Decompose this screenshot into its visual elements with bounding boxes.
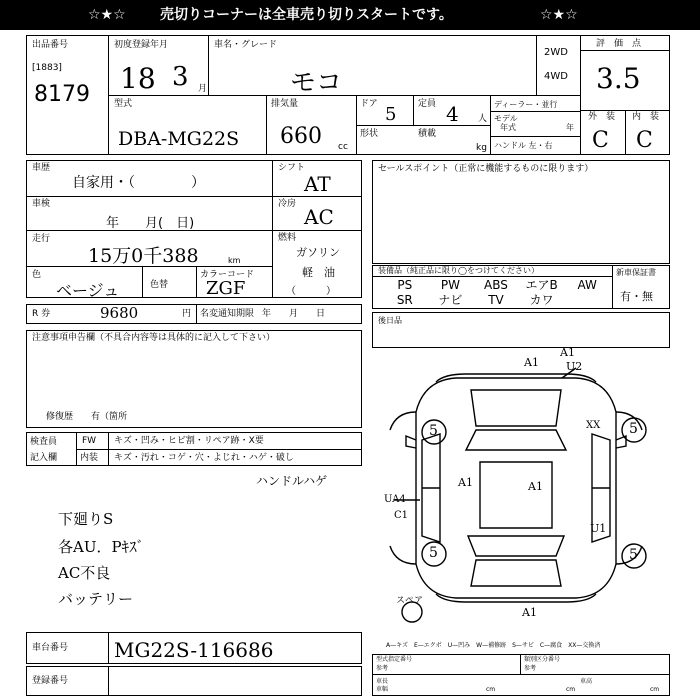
person-unit: 人	[478, 114, 488, 124]
mark-side-left: UA4	[384, 494, 406, 505]
model-year-label2: 年式	[500, 123, 516, 132]
interior-items: キズ・汚れ・コゲ・穴・よじれ・ハゲ・破し	[114, 453, 294, 463]
mark-xx: XX	[586, 420, 601, 431]
mark-top-3: U2	[566, 360, 583, 373]
history-label: 車歴	[32, 163, 51, 173]
car-name: モコ	[290, 68, 343, 98]
drive-4wd: 4WD	[544, 71, 568, 82]
color-label: 色	[32, 270, 42, 280]
mark-top-1: A1	[524, 356, 539, 369]
fw-items: キズ・凹み・ヒビ割・リペア跡・X要	[114, 436, 264, 446]
equipment-item-row1-2: ABS	[484, 278, 508, 292]
kg-unit: kg	[476, 143, 487, 153]
model-year-label1: モデル	[494, 114, 518, 123]
equipment-item-row2-1: ナビ	[438, 293, 463, 307]
mark-mid-left: A1	[458, 476, 473, 489]
banner-stars-left: ☆★☆	[88, 7, 126, 23]
mark-top-2: A1	[560, 346, 575, 359]
yen-unit: 円	[182, 309, 192, 319]
dim-label-3: 車高	[580, 678, 593, 685]
equipment-item-row2-0: SR	[396, 293, 413, 307]
warranty-label: 新車保証書	[616, 268, 656, 277]
fw-label: FW	[82, 436, 97, 446]
first-reg-year: 18	[120, 62, 156, 95]
entry-label: 記入欄	[30, 453, 58, 463]
notes-label: 注意事項申告欄（不具合内容等は具体的に記入して下さい）	[32, 333, 276, 343]
dim-cm-1: cm	[486, 686, 496, 693]
shift-value: AT	[304, 172, 331, 196]
equipment-row-2	[382, 293, 610, 307]
cc-unit: cc	[338, 142, 348, 152]
equipment-item-row1-4: AW	[577, 278, 597, 292]
dim-cm-3: cm	[650, 686, 660, 693]
mark-bottom: A1	[522, 606, 537, 619]
shape-label: 形状	[360, 129, 379, 139]
score-label: 評 価 点	[596, 39, 642, 49]
inspection-label: 車検	[32, 199, 51, 209]
color-code-label: カラーコード	[200, 270, 255, 280]
fuel-gas: ガソリン	[296, 246, 340, 259]
banner	[0, 0, 700, 30]
doors: 5	[385, 104, 397, 125]
ac-label: 冷房	[278, 199, 297, 209]
ticket-label: R 券	[32, 309, 51, 319]
handle-note: ハンドルハゲ	[256, 474, 328, 488]
equipment-item-row2-3: カワ	[529, 293, 554, 307]
aftermarket-label: 後日品	[378, 316, 402, 325]
model-label: 型式	[114, 99, 133, 109]
exterior-label: 外 装	[588, 112, 616, 122]
sales-section	[372, 160, 670, 264]
chassis-value: MG22S-116686	[114, 638, 274, 662]
form-label-4: 参考	[524, 665, 537, 672]
displacement-label: 排気量	[271, 99, 299, 109]
shift-label: シフト	[278, 163, 306, 173]
color-change-label: 色替	[150, 280, 169, 290]
note-line-1: 下廻りS	[58, 510, 114, 528]
lot-label: 出品番号	[32, 40, 69, 50]
history-value: 自家用・（ ）	[72, 175, 205, 191]
km-unit: km	[228, 256, 241, 265]
first-reg-month: 3	[172, 62, 189, 92]
fuel-paren: （ ）	[286, 286, 336, 297]
note-line-2: 各AU．Pｷｽﾞ	[58, 538, 145, 556]
date-text: 年 月 日	[262, 309, 326, 319]
inspector-label: 検査員	[30, 437, 58, 447]
ac-value: AC	[304, 205, 334, 229]
month-unit: 月	[198, 84, 208, 94]
color-code: ZGF	[206, 278, 246, 299]
car-diagram	[376, 350, 672, 630]
model-value: DBA-MG22S	[118, 128, 240, 150]
banner-stars-right: ☆★☆	[540, 7, 578, 23]
equipment-item-row1-3: エアB	[525, 278, 558, 292]
note-line-4: バッテリー	[58, 590, 134, 608]
capacity-label: 定員	[418, 99, 437, 109]
dealer-label: ディーラー・並行	[494, 100, 558, 109]
mileage-label: 走行	[32, 234, 51, 244]
score: 3.5	[596, 62, 641, 95]
mark-side-right: U1	[590, 522, 607, 535]
doors-label: ドア	[360, 99, 378, 109]
sales-label: セールスポイント（正常に機能するものに限ります）	[378, 164, 594, 174]
ticket-value: 9680	[100, 304, 139, 322]
interior-label: 内 装	[632, 112, 660, 122]
displacement: 660	[280, 124, 322, 149]
spare-label: スペア	[396, 596, 424, 606]
note-line-3: AC不良	[58, 564, 111, 582]
lot-code: [1883]	[32, 63, 62, 73]
form-label-3: 参考	[376, 665, 389, 672]
inspection-text: 年 月( 日)	[106, 216, 195, 231]
drive-2wd: 2WD	[544, 47, 568, 58]
dim-label-1: 車長	[376, 678, 389, 685]
payload-label: 積載	[418, 129, 437, 139]
equipment-item-row1-1: PW	[440, 278, 460, 292]
form-box	[372, 654, 670, 696]
lot-number: 8179	[34, 82, 90, 107]
mark-mid-center: A1	[528, 480, 543, 493]
registration-label: 登録番号	[32, 676, 69, 686]
interior-grade: C	[636, 128, 653, 153]
car-name-label: 車名・グレード	[214, 40, 278, 50]
exterior-grade: C	[592, 128, 609, 153]
first-reg-label: 初度登録年月	[114, 40, 169, 50]
color-value: ベージュ	[56, 281, 120, 300]
interior-entry-label: 内装	[80, 453, 99, 463]
repair-label: 修復歴 有（箇所	[46, 412, 128, 422]
year-unit: 年	[566, 123, 574, 132]
fuel-label: 燃料	[278, 233, 297, 243]
aftermarket-section	[372, 312, 670, 348]
equipment-row-1	[382, 278, 610, 292]
equipment-label: 装備品（純正品に限り◯をつけてください）	[378, 266, 539, 275]
dim-label-2: 車幅	[376, 686, 389, 693]
equipment-item-row1-0: PS	[397, 278, 413, 292]
banner-text: 売切りコーナーは全車売り切りスタートです。	[160, 7, 453, 23]
handle-label: ハンドル 左・右	[494, 141, 553, 150]
registration-row	[26, 666, 362, 696]
capacity: 4	[446, 102, 459, 126]
tire-rear-left: 5	[429, 545, 438, 561]
fuel-diesel: 軽 油	[302, 266, 335, 279]
tire-rear-right: 5	[629, 547, 638, 563]
name-change-label: 名変通知期限	[200, 309, 255, 319]
warranty-value: 有・無	[620, 290, 653, 303]
form-label-1: 型式指定番号	[376, 656, 413, 663]
dim-cm-2: cm	[566, 686, 576, 693]
equipment-item-row2-2: TV	[488, 293, 504, 307]
chassis-label: 車台番号	[32, 643, 69, 653]
mileage-text: 15万0千388	[88, 245, 199, 267]
legend: A—キズ E—エクボ U—凹み W—補修跡 S—サビ C—腐食 XX—交換済	[386, 642, 601, 649]
mark-side-left-2: C1	[394, 510, 409, 521]
tire-front-left: 5	[429, 423, 438, 439]
tire-front-right: 5	[629, 421, 638, 437]
form-label-2: 類別区分番号	[524, 656, 561, 663]
